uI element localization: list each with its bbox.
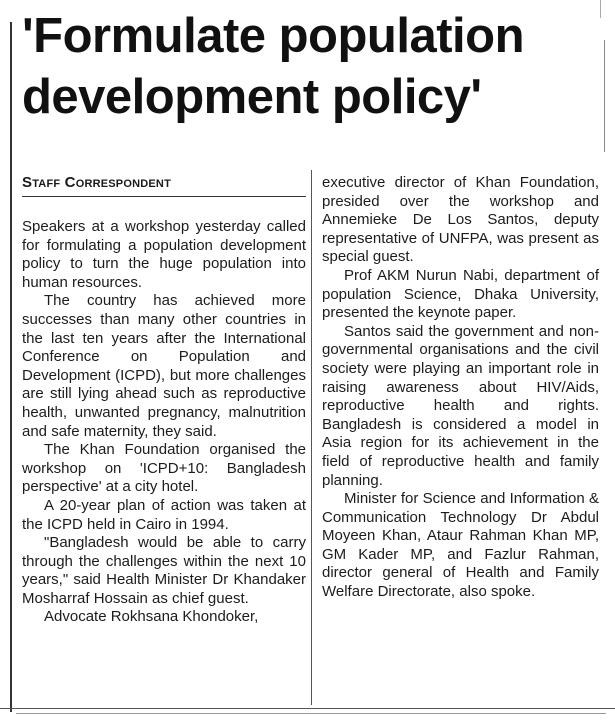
paragraph: executive director of Khan Foundation, presided over the workshop and Annemieke De Los Santos, deputy representative of UNFPA, was present as special guest. [322, 174, 599, 266]
paragraph: Advocate Rokhsana Khondoker, [44, 608, 259, 626]
bottom-rule-secondary [16, 713, 606, 714]
paragraph: Santos said the government and non-governmental organisations and the civil society were playing an important role in raising awareness about HIV/Aids, reproductive health and rights. Bangladesh is considered a model in Asia region for its achievement in the field of reproductive health and family planning. [322, 322, 599, 489]
paragraph: Minister for Science and Information & Communication Technology Dr Abdul Moyeen Khan, Ataur Rahman Khan MP, GM Kader MP, and Fazlur Rahman, director general of Health and Family Welfare Directorate, also spoke. [322, 490, 599, 601]
headline: 'Formulate population development policy' [22, 9, 525, 124]
paragraph: The Khan Foundation organised the workshop on 'ICPD+10: Bangladesh perspective' at a city hotel. [22, 441, 306, 496]
paragraph: Speakers at a workshop yesterday called for formulating a population development policy to turn the huge population into human resources. [22, 218, 306, 291]
right-column [322, 174, 599, 602]
column-divider [311, 170, 312, 705]
left-border-rule [10, 22, 12, 712]
paragraph: "Bangladesh would be able to carry through the challenges within the next 10 years," said Health Minister Dr Khandaker Mosharraf Hossain as chief guest. [22, 534, 306, 607]
paragraph: Prof AKM Nurun Nabi, department of population Science, Dhaka University, presented the keynote paper. [322, 266, 599, 322]
byline: Staff Correspondent [22, 174, 171, 191]
byline-underline [22, 196, 306, 197]
bottom-rule [0, 708, 615, 709]
left-column [22, 218, 306, 627]
paragraph: The country has achieved more successes than many other countries in the last ten years after the International Conference on Population and Development (ICPD), but more challenges are still lying ahead such as reproductive health, unwanted pregnancy, malnutrition and safe maternity, they said. [22, 292, 306, 440]
paragraph: A 20-year plan of action was taken at the ICPD held in Cairo in 1994. [22, 496, 306, 533]
